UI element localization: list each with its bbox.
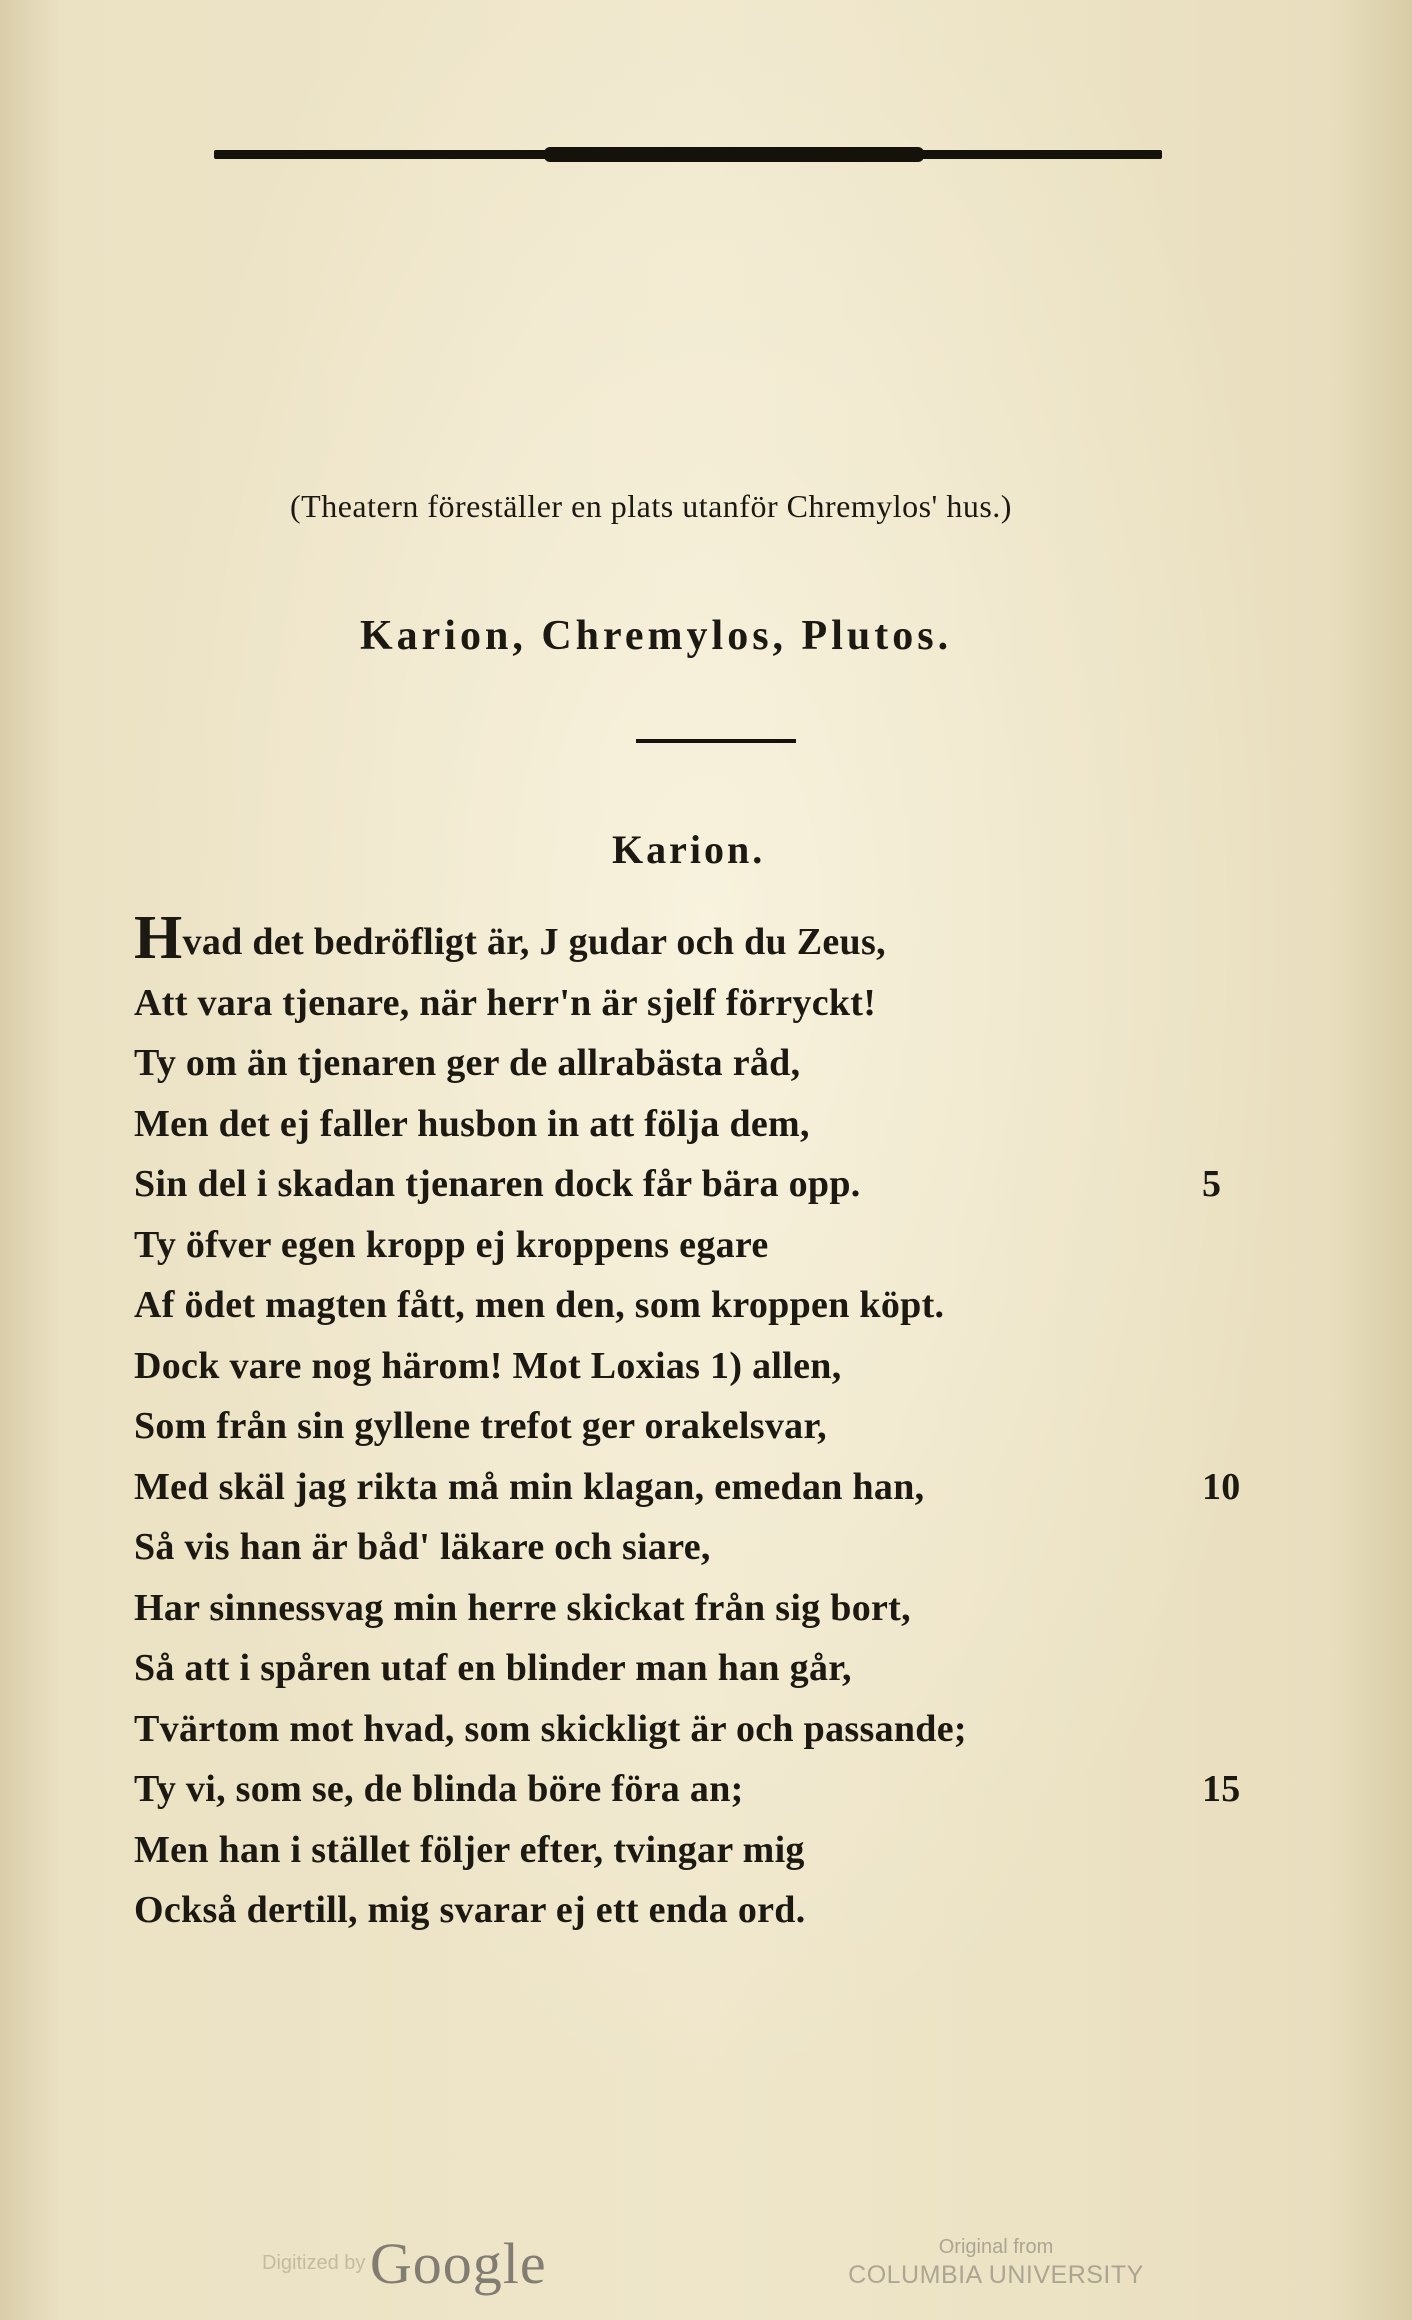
verse-line — [134, 1517, 1174, 1578]
verse-line-text: Att vara tjenare, när herr'n är sjelf förryckt! — [134, 981, 877, 1024]
bleed-through-texture — [430, 225, 1280, 283]
verse-line — [134, 1094, 1174, 1155]
verse-line — [134, 1033, 1174, 1094]
verse-line-text: Med skäl jag rikta må min klagan, emedan han, — [134, 1465, 925, 1508]
verse-line — [134, 1820, 1174, 1881]
verse-line — [134, 1457, 1241, 1518]
verse-line-text: Så vis han är båd' läkare och siare, — [134, 1526, 711, 1568]
character-list: Karion, Chremylos, Plutos. — [360, 613, 953, 659]
line-number: 10 — [1202, 1465, 1241, 1508]
verse-line — [134, 1880, 1174, 1941]
verse-line — [134, 1154, 1222, 1215]
verse-line-text: Ty om än tjenaren ger de allrabästa råd, — [134, 1042, 801, 1084]
section-divider — [636, 739, 796, 743]
original-from-label: Original from — [938, 2236, 1054, 2258]
verse-line — [134, 1275, 1174, 1336]
verse-line-text: Men det ej faller husbon in att följa dem, — [134, 1102, 810, 1145]
verse-line-text: Så att i spåren utaf en blinder man han går, — [134, 1647, 852, 1689]
verse-block — [134, 904, 1241, 1941]
verse-line-text: Men han i stället följer efter, tvingar mig — [134, 1828, 805, 1871]
verse-line — [134, 1396, 1174, 1457]
verse-line — [134, 1638, 1174, 1699]
verse-line — [134, 1759, 1241, 1820]
line-number: 5 — [1202, 1163, 1222, 1205]
verse-line-text: vad det bedröfligt är, J gudar och du Zeus, — [182, 921, 886, 963]
verse-line — [134, 1215, 1174, 1276]
verse-line-text: Tvärtom mot hvad, som skickligt är och passande; — [134, 1707, 967, 1750]
google-logo: Google — [369, 2231, 547, 2296]
verse-line-text: Har sinnessvag min herre skickat från sig bort, — [134, 1586, 911, 1629]
verse-line — [134, 1578, 1174, 1639]
verse-line-text: Ty vi, som se, de blinda böre föra an; — [134, 1768, 744, 1810]
speaker-heading: Karion. — [612, 827, 766, 872]
verse-line-text: Också dertill, mig svarar ej ett enda ord. — [134, 1889, 806, 1931]
verse-line-text: Af ödet magten fått, men den, som kroppen köpt. — [134, 1284, 945, 1326]
verse-line-text: Sin del i skadan tjenaren dock får bära opp. — [134, 1163, 861, 1205]
verse-line-text: Ty öfver egen kropp ej kroppens egare — [134, 1223, 769, 1266]
verse-line-text: Som från sin gyllene trefot ger orakelsvar, — [134, 1405, 827, 1447]
verse-line — [134, 904, 1174, 973]
verse-line-text: Dock vare nog härom! Mot Loxias 1) allen, — [134, 1344, 842, 1387]
institution-label: COLUMBIA UNIVERSITY — [848, 2261, 1144, 2289]
verse-line — [134, 1336, 1174, 1397]
digitizer-watermark — [262, 2230, 547, 2297]
verse-line — [134, 973, 1174, 1034]
digitized-by-label: Digitized by — [262, 2252, 366, 2274]
source-watermark — [846, 2234, 1146, 2290]
line-number: 15 — [1202, 1768, 1241, 1810]
drop-cap: H — [134, 904, 183, 972]
verse-line — [134, 1699, 1174, 1760]
stage-direction: (Theatern föreställer en plats utanför Chremylos' hus.) — [290, 488, 1012, 524]
top-ornamental-rule — [214, 150, 1162, 159]
